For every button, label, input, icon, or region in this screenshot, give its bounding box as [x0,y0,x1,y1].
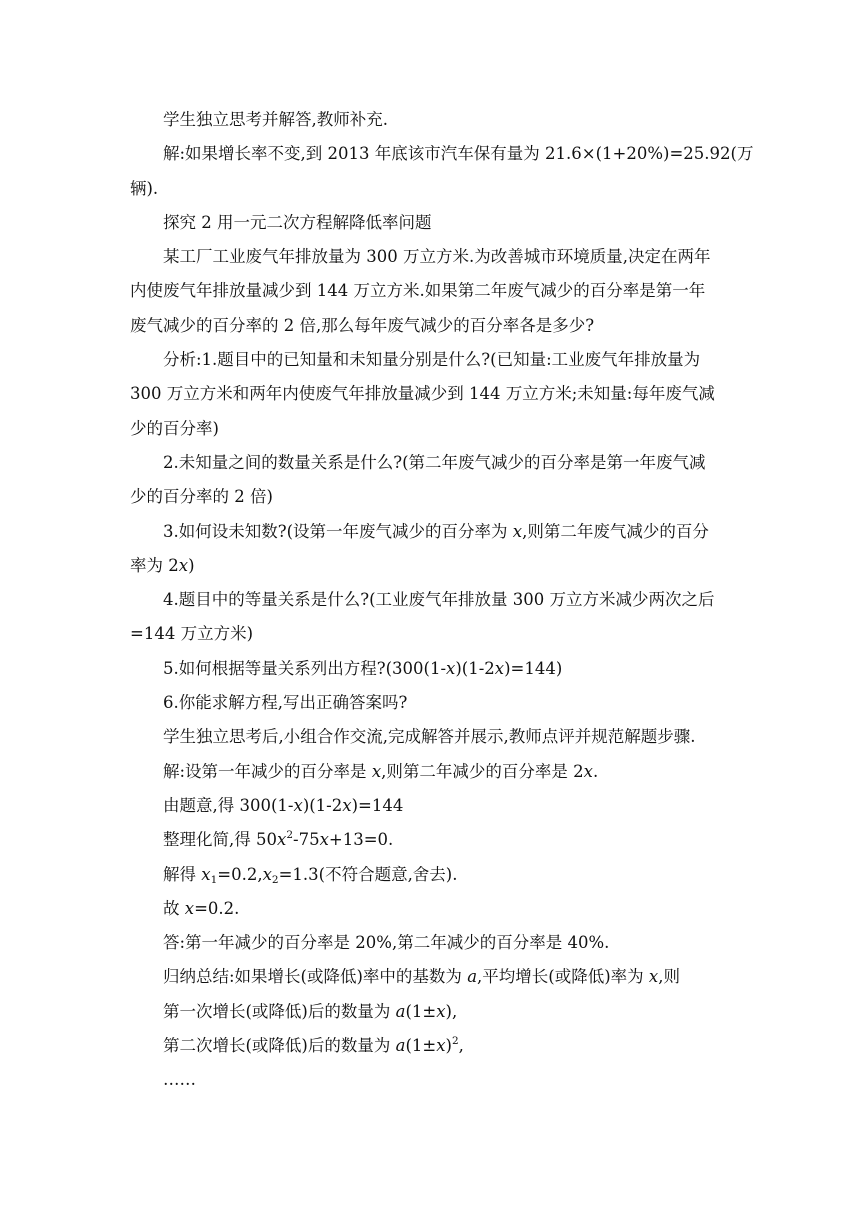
math-variable: x [446,658,456,678]
text-line-l25 [130,926,735,960]
text-line-l7 [130,309,735,343]
text-segment: 分析:1.题目中的已知量和未知量分别是什么?(已知量:工业废气年排放量为 [163,350,701,370]
text-segment: +13=0. [328,830,394,850]
text-segment: 某工厂工业废气年排放量为 300 万立方米.为改善城市环境质量,决定在两年 [163,247,711,267]
text-line-l10 [130,412,735,446]
text-segment: 内使废气年排放量减少到 144 万立方米.如果第二年废气减少的百分率是第一年 [130,281,706,301]
text-segment: . [592,761,599,781]
math-variable: x [262,864,272,884]
math-variable: x [648,967,659,987]
text-line-l15 [130,583,735,617]
text-segment: 整理化简,得 50 [163,830,277,850]
text-segment: 少的百分率的 2 倍) [130,487,273,507]
text-line-l2 [130,137,754,171]
text-line-l5 [130,240,735,274]
text-line-l21 [130,789,735,823]
text-segment: 归纳总结:如果增长(或降低)率中的基数为 [163,967,468,987]
text-line-l13 [130,515,735,549]
text-segment: 答:第一年减少的百分率是 20%,第二年减少的百分率是 40%. [163,933,610,953]
text-segment: 第一次增长(或降低)后的数量为 [163,1001,396,1021]
text-line-l17 [130,652,735,686]
text-segment: -75 [293,830,320,850]
document-body [130,103,754,1098]
subscript: 1 [210,873,218,886]
math-variable: x [371,761,382,781]
text-segment: 第二次增长(或降低)后的数量为 [163,1036,396,1056]
text-segment: ,平均增长(或降低)率为 [477,967,649,987]
text-line-l24 [130,892,735,926]
superscript: 2 [286,829,293,842]
text-segment: (1± [405,1001,437,1021]
text-line-l29 [130,1063,735,1097]
text-line-l4 [130,206,735,240]
text-segment: ) [188,555,195,575]
text-segment: …… [163,1070,196,1090]
math-variable: x [201,864,211,884]
text-line-l12 [130,480,735,514]
text-line-l28 [130,1029,735,1063]
math-variable: a [395,1036,406,1056]
text-segment: 300 万立方米和两年内使废气年排放量减少到 144 万立方米;未知量:每年废气减 [130,384,715,404]
math-variable: x [494,658,505,678]
math-variable: x [178,555,189,575]
text-segment: 6.你能求解方程,写出正确答案吗? [163,693,408,713]
text-line-l26 [130,960,735,994]
math-variable: a [395,1001,406,1021]
text-segment: 解:设第一年减少的百分率是 [163,761,372,781]
text-segment: ), [445,1001,458,1021]
text-segment: =144 万立方米) [130,624,254,644]
math-variable: x [436,1001,446,1021]
text-segment: ) [445,1036,452,1056]
text-segment: ,则第二年废气减少的百分 [522,521,709,541]
text-segment: 解:如果增长率不变,到 2013 年底该市汽车保有量为 21.6×(1+20%)=25.92(万 [163,144,754,164]
text-segment: ,则 [658,967,680,987]
text-segment: )=144 [351,795,404,815]
text-line-l14 [130,549,735,583]
text-segment: 废气减少的百分率的 2 倍,那么每年废气减少的百分率各是多少? [130,315,595,335]
text-segment: )=144) [504,658,563,678]
text-line-l22 [130,823,735,857]
text-segment: 4.题目中的等量关系是什么?(工业废气年排放量 300 万立方米减少两次之后 [163,590,715,610]
text-segment: =1.3(不符合题意,舍去). [278,864,458,884]
math-variable: x [319,830,329,850]
text-segment: =0.2, [217,864,263,884]
text-line-l20 [130,755,735,789]
text-segment: 2.未知量之间的数量关系是什么?(第二年废气减少的百分率是第一年废气减 [163,452,706,472]
text-line-l11 [130,446,735,480]
text-segment: 探究 2 用一元二次方程解降低率问题 [163,212,432,232]
text-segment: 5.如何根据等量关系列出方程?(300(1- [163,658,447,678]
math-variable: x [512,521,523,541]
superscript: 2 [451,1035,459,1048]
text-segment: 解得 [163,864,202,884]
text-segment: 学生独立思考后,小组合作交流,完成解答并展示,教师点评并规范解题步骤. [163,727,696,747]
text-segment: )(1-2 [302,795,343,815]
math-variable: x [277,830,287,850]
text-segment: 由题意,得 300(1- [163,795,294,815]
text-segment: 辆). [130,178,159,198]
text-line-l16 [130,617,735,651]
text-segment: 学生独立思考并解答,教师补充. [163,110,388,129]
text-line-l19 [130,720,735,754]
text-segment: 3.如何设未知数?(设第一年废气减少的百分率为 [163,521,513,541]
math-variable: x [293,795,303,815]
subscript: 2 [271,873,279,886]
text-line-l9 [130,377,735,411]
text-segment: 故 [163,898,185,918]
text-segment: ,则第二年减少的百分率是 2 [381,761,584,781]
text-line-l3 [130,172,735,206]
text-line-l1 [130,103,735,137]
math-variable: x [342,795,352,815]
text-segment: )(1-2 [455,658,495,678]
text-line-l27 [130,995,735,1029]
math-variable: x [184,898,195,918]
text-line-l8 [130,343,735,377]
text-segment: , [458,1036,464,1056]
math-variable: a [467,967,478,987]
text-segment: (1± [405,1036,437,1056]
math-variable: x [583,761,593,781]
text-line-l23 [130,858,735,892]
text-line-l18 [130,686,735,720]
math-variable: x [436,1036,446,1056]
text-segment: 率为 2 [130,555,179,575]
text-segment: =0.2. [194,898,240,918]
text-segment: 少的百分率) [130,418,219,438]
text-line-l6 [130,274,735,308]
